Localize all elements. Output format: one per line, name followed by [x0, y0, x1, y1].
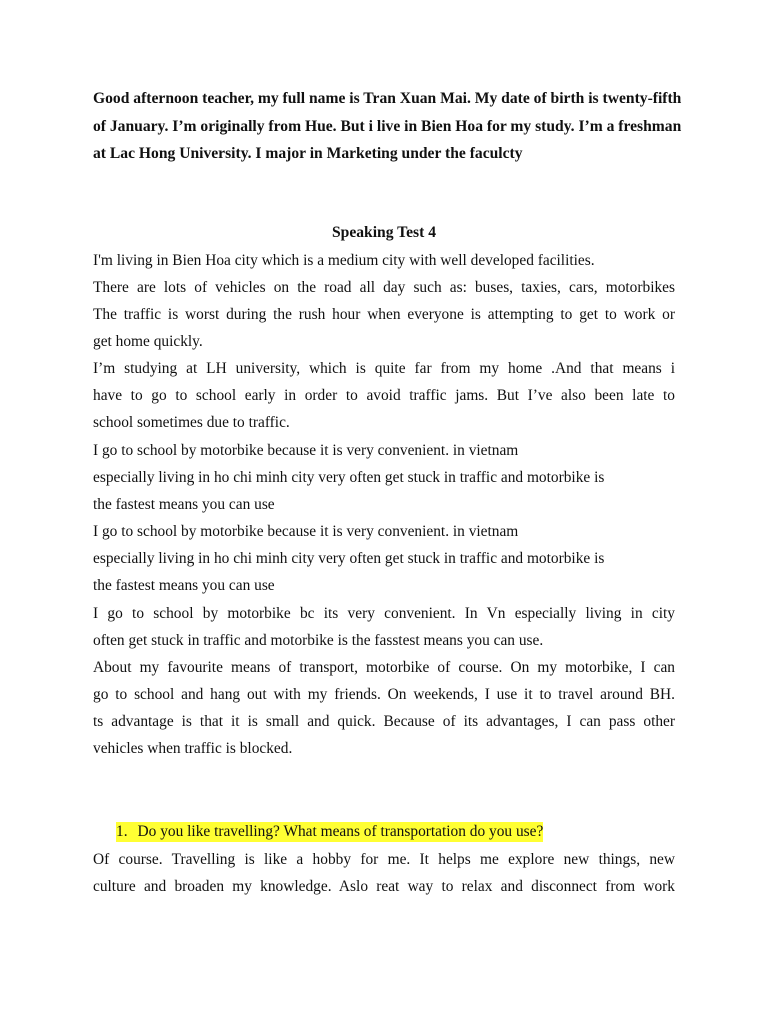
body-line: I go to school by motorbike bc its very convenient. In Vn especially living in city — [93, 605, 675, 622]
body-line: I go to school by motorbike because it is very convenient. in vietnam — [93, 523, 519, 540]
body-line: the fastest means you can use — [93, 577, 275, 594]
question-number: 1. — [116, 822, 138, 842]
body-line: ts advantage is that it is small and quick. Because of its advantages, I can pass other — [93, 713, 675, 730]
body-line: get home quickly. — [93, 333, 203, 350]
body-line: There are lots of vehicles on the road all day such as: buses, taxies, cars, motorbikes — [93, 279, 675, 296]
body-line: often get stuck in traffic and motorbike is the fasstest means you can use. — [93, 632, 544, 649]
body-line: I go to school by motorbike because it is very convenient. in vietnam — [93, 442, 519, 459]
question-text: Do you like travelling? What means of transportation do you use? — [137, 823, 544, 840]
body-line: I’m studying at LH university, which is quite far from my home .And that means i — [93, 360, 675, 377]
body-line: I'm living in Bien Hoa city which is a medium city with well developed facilities. — [93, 252, 595, 269]
body-line: especially living in ho chi minh city very often get stuck in traffic and motorbike is — [93, 550, 605, 567]
section-heading: Speaking Test 4 — [331, 224, 436, 241]
body-line: About my favourite means of transport, motorbike of course. On my motorbike, I can — [93, 659, 675, 676]
question-item — [116, 822, 543, 842]
body-line: The traffic is worst during the rush hour when everyone is attempting to get to work or — [93, 306, 675, 323]
intro-paragraph: Good afternoon teacher, my full name is Tran Xuan Mai. My date of birth is twenty-fifth of January. I’m originally from Hue. But i live in Bien Hoa for my study. I’m a freshman at Lac Hong University. I major in Marketing under the faculcty — [93, 90, 682, 162]
body-line: especially living in ho chi minh city very often get stuck in traffic and motorbike is — [93, 469, 605, 486]
answer-line: Of course. Travelling is like a hobby for me. It helps me explore new things, new — [93, 851, 675, 868]
body-line: school sometimes due to traffic. — [93, 414, 290, 431]
body-line: go to school and hang out with my friends. On weekends, I use it to travel around BH. — [93, 686, 675, 703]
body-line: vehicles when traffic is blocked. — [93, 740, 293, 757]
body-line: the fastest means you can use — [93, 496, 275, 513]
answer-line: culture and broaden my knowledge. Aslo reat way to relax and disconnect from work — [93, 878, 675, 895]
body-line: have to go to school early in order to avoid traffic jams. But I’ve also been late to — [93, 387, 675, 404]
